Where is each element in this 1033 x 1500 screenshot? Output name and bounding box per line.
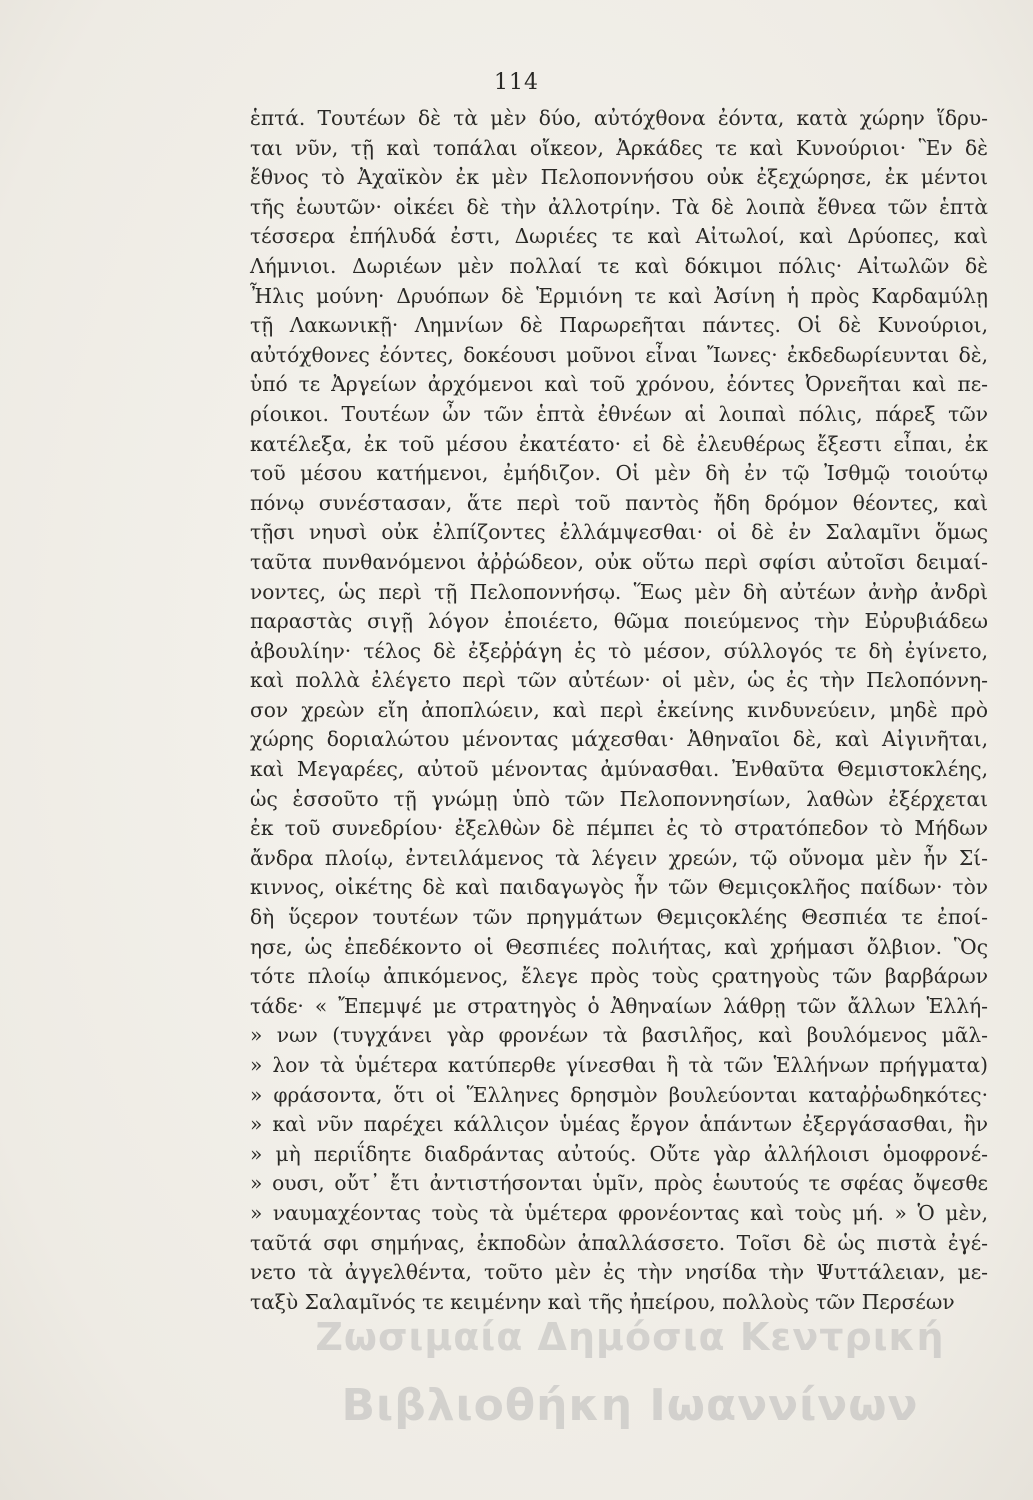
- text-line: » καὶ νῦν παρέχει κάλλιςον ὑμέας ἔργον ἁπάντων ἐξεργάσασθαι, ἢν: [250, 1112, 988, 1137]
- text-line: ἐκ τοῦ συνεδρίου· ἐξελθὼν δὲ πέμπει ἐς τὸ στρατόπεδον τὸ Μήδων: [250, 816, 988, 841]
- text-line: τέσσερα ἐπήλυδά ἐστι, Δωριέες τε καὶ Αἰτωλοί, καὶ Δρύοπες, καὶ: [250, 224, 988, 249]
- text-line: » ναυμαχέοντας τοὺς τὰ ὑμέτερα φρονέοντας καὶ τοὺς μή. » Ὁ μὲν,: [250, 1200, 988, 1225]
- library-watermark-line1: Ζωσιμαία Δημόσια Κεντρική: [315, 1315, 945, 1359]
- body-text: [250, 104, 988, 1317]
- text-line: ἄνδρα πλοίῳ, ἐντειλάμενος τὰ λέγειν χρεών, τῷ οὔνομα μὲν ἦν Σί-: [250, 845, 988, 870]
- text-line: » φράσοντα, ὅτι οἱ Ἕλληνες δρησμὸν βουλεύονται καταῤῥωδηκότες·: [250, 1082, 988, 1107]
- text-line: » ουσι, οὔτ᾽ ἔτι ἀντιστήσονται ὑμῖν, πρὸς ἑωυτούς τε σφέας ὄψεσθε: [250, 1171, 988, 1196]
- text-line: πόνῳ συνέστασαν, ἅτε περὶ τοῦ παντὸς ἤδη δρόμον θέοντες, καὶ: [250, 490, 988, 515]
- text-line: Λήμνιοι. Δωριέων μὲν πολλαί τε καὶ δόκιμοι πόλις· Αἰτωλῶν δὲ: [250, 253, 988, 278]
- text-line: ησε, ὡς ἐπεδέκοντο οἱ Θεσπιέες πολιήτας, καὶ χρήμασι ὄλβιον. Ὃς: [250, 934, 988, 959]
- text-line: τοῦ μέσου κατήμενοι, ἐμήδιζον. Οἱ μὲν δὴ ἐν τῷ Ἰσθμῷ τοιούτῳ: [250, 461, 988, 486]
- text-line: κατέλεξα, ἐκ τοῦ μέσου ἐκατέατο· εἰ δὲ ἐλευθέρως ἔξεστι εἶπαι, ἐκ: [250, 431, 988, 456]
- text-line: » νων (τυγχάνει γὰρ φρονέων τὰ βασιλῆος, καὶ βουλόμενος μᾶλ-: [250, 1023, 988, 1048]
- text-line: ρίοικοι. Τουτέων ὦν τῶν ἑπτὰ ἐθνέων αἱ λοιπαὶ πόλις, πάρεξ τῶν: [250, 401, 988, 426]
- text-line: αὐτόχθονες ἐόντες, δοκέουσι μοῦνοι εἶναι Ἴωνες· ἐκδεδωρίευνται δὲ,: [250, 342, 988, 367]
- text-line: σον χρεὼν εἴη ἀποπλώειν, καὶ περὶ ἐκείνης κινδυνεύειν, μηδὲ πρὸ: [250, 697, 988, 722]
- text-line: καὶ Μεγαρέες, αὐτοῦ μένοντας ἀμύνασθαι. Ἐνθαῦτα Θεμιστοκλέης,: [250, 757, 988, 782]
- text-line: » λον τὰ ὑμέτερα κατύπερθε γίνεσθαι ἢ τὰ τῶν Ἑλλήνων πρήγματα): [250, 1053, 988, 1077]
- text-line: νετο τὰ ἀγγελθέντα, τοῦτο μὲν ἐς τὴν νησίδα τὴν Ψυττάλειαν, με-: [250, 1260, 988, 1285]
- text-line: ὡς ἑσσοῦτο τῇ γνώμῃ ὑπὸ τῶν Πελοποννησίων, λαθὼν ἐξέρχεται: [250, 786, 988, 811]
- text-line: τῇσι νηυσὶ οὐκ ἐλπίζοντες ἐλλάμψεσθαι· οἱ δὲ ἐν Σαλαμῖνι ὅμως: [250, 520, 988, 545]
- library-watermark-line2: Βιβλιοθήκη Ιωαννίνων: [341, 1380, 919, 1431]
- text-line: ταξὺ Σαλαμῖνός τε κειμένην καὶ τῆς ἠπείρου, πολλοὺς τῶν Περσέων: [250, 1289, 955, 1314]
- text-line: ἑπτά. Τουτέων δὲ τὰ μὲν δύο, αὐτόχθονα ἐόντα, κατὰ χώρην ἵδρυ-: [250, 106, 988, 130]
- text-line: ἀβουλίην· τέλος δὲ ἐξεῤῥάγη ἐς τὸ μέσον, σύλλογός τε δὴ ἐγίνετο,: [250, 638, 988, 663]
- text-line: τάδε· « Ἔπεμψέ με στρατηγὸς ὁ Ἀθηναίων λάθρῃ τῶν ἄλλων Ἑλλή-: [250, 993, 988, 1018]
- text-line: τῇ Λακωνικῇ· Λημνίων δὲ Παρωρεῆται πάντες. Οἱ δὲ Κυνούριοι,: [250, 313, 988, 338]
- text-line: δὴ ὕςερον τουτέων τῶν πρηγμάτων Θεμιςοκλέης Θεσπιέα τε ἐποί-: [250, 905, 988, 930]
- text-line: Ἦλις μούνη· Δρυόπων δὲ Ἑρμιόνη τε καὶ Ἀσίνη ἡ πρὸς Καρδαμύλῃ: [250, 283, 988, 308]
- text-line: τῆς ἑωυτῶν· οἰκέει δὲ τὴν ἀλλοτρίην. Τὰ δὲ λοιπὰ ἔθνεα τῶν ἑπτὰ: [250, 194, 988, 219]
- text-line: κιννος, οἰκέτης δὲ καὶ παιδαγωγὸς ἦν τῶν Θεμιςοκλῆος παίδων· τὸν: [250, 875, 988, 900]
- text-line: καὶ πολλὰ ἐλέγετο περὶ τῶν αὐτέων· οἱ μὲν, ὡς ἐς τὴν Πελοπόννη-: [250, 668, 988, 693]
- text-line: παραστὰς σιγῇ λόγον ἐποιέετο, θῶμα ποιεύμενος τὴν Εὐρυβιάδεω: [250, 609, 988, 634]
- text-line: τότε πλοίῳ ἀπικόμενος, ἔλεγε πρὸς τοὺς ςρατηγοὺς τῶν βαρβάρων: [250, 964, 988, 989]
- text-line: ἔθνος τὸ Ἀχαϊκὸν ἐκ μὲν Πελοποννήσου οὐκ ἐξεχώρησε, ἐκ μέντοι: [250, 165, 988, 190]
- text-line: ταῦτά σφι σημήνας, ἐκποδὼν ἀπαλλάσσετο. Τοῖσι δὲ ὡς πιστὰ ἐγέ-: [250, 1230, 988, 1255]
- text-line: ὑπό τε Ἀργείων ἀρχόμενοι καὶ τοῦ χρόνου, ἐόντες Ὀρνεῆται καὶ πε-: [250, 372, 988, 397]
- text-line: » μὴ περιΐδητε διαδράντας αὐτούς. Οὔτε γὰρ ἀλλήλοισι ὁμοφρονέ-: [250, 1141, 988, 1166]
- text-line: νοντες, ὡς περὶ τῇ Πελοποννήσῳ. Ἕως μὲν δὴ αὐτέων ἀνὴρ ἀνδρὶ: [250, 579, 988, 604]
- text-line: ται νῦν, τῇ καὶ τοπάλαι οἴκεον, Ἀρκάδες τε καὶ Κυνούριοι· Ἓν δὲ: [250, 135, 988, 160]
- text-line: χώρης δοριαλώτου μένοντας μάχεσθαι· Ἀθηναῖοι δὲ, καὶ Αἰγινῆται,: [250, 727, 988, 752]
- text-line: ταῦτα πυνθανόμενοι ἀῤῥώδεον, οὐκ οὕτω περὶ σφίσι αὐτοῖσι δειμαί-: [250, 549, 988, 574]
- page-number: 114: [494, 70, 539, 95]
